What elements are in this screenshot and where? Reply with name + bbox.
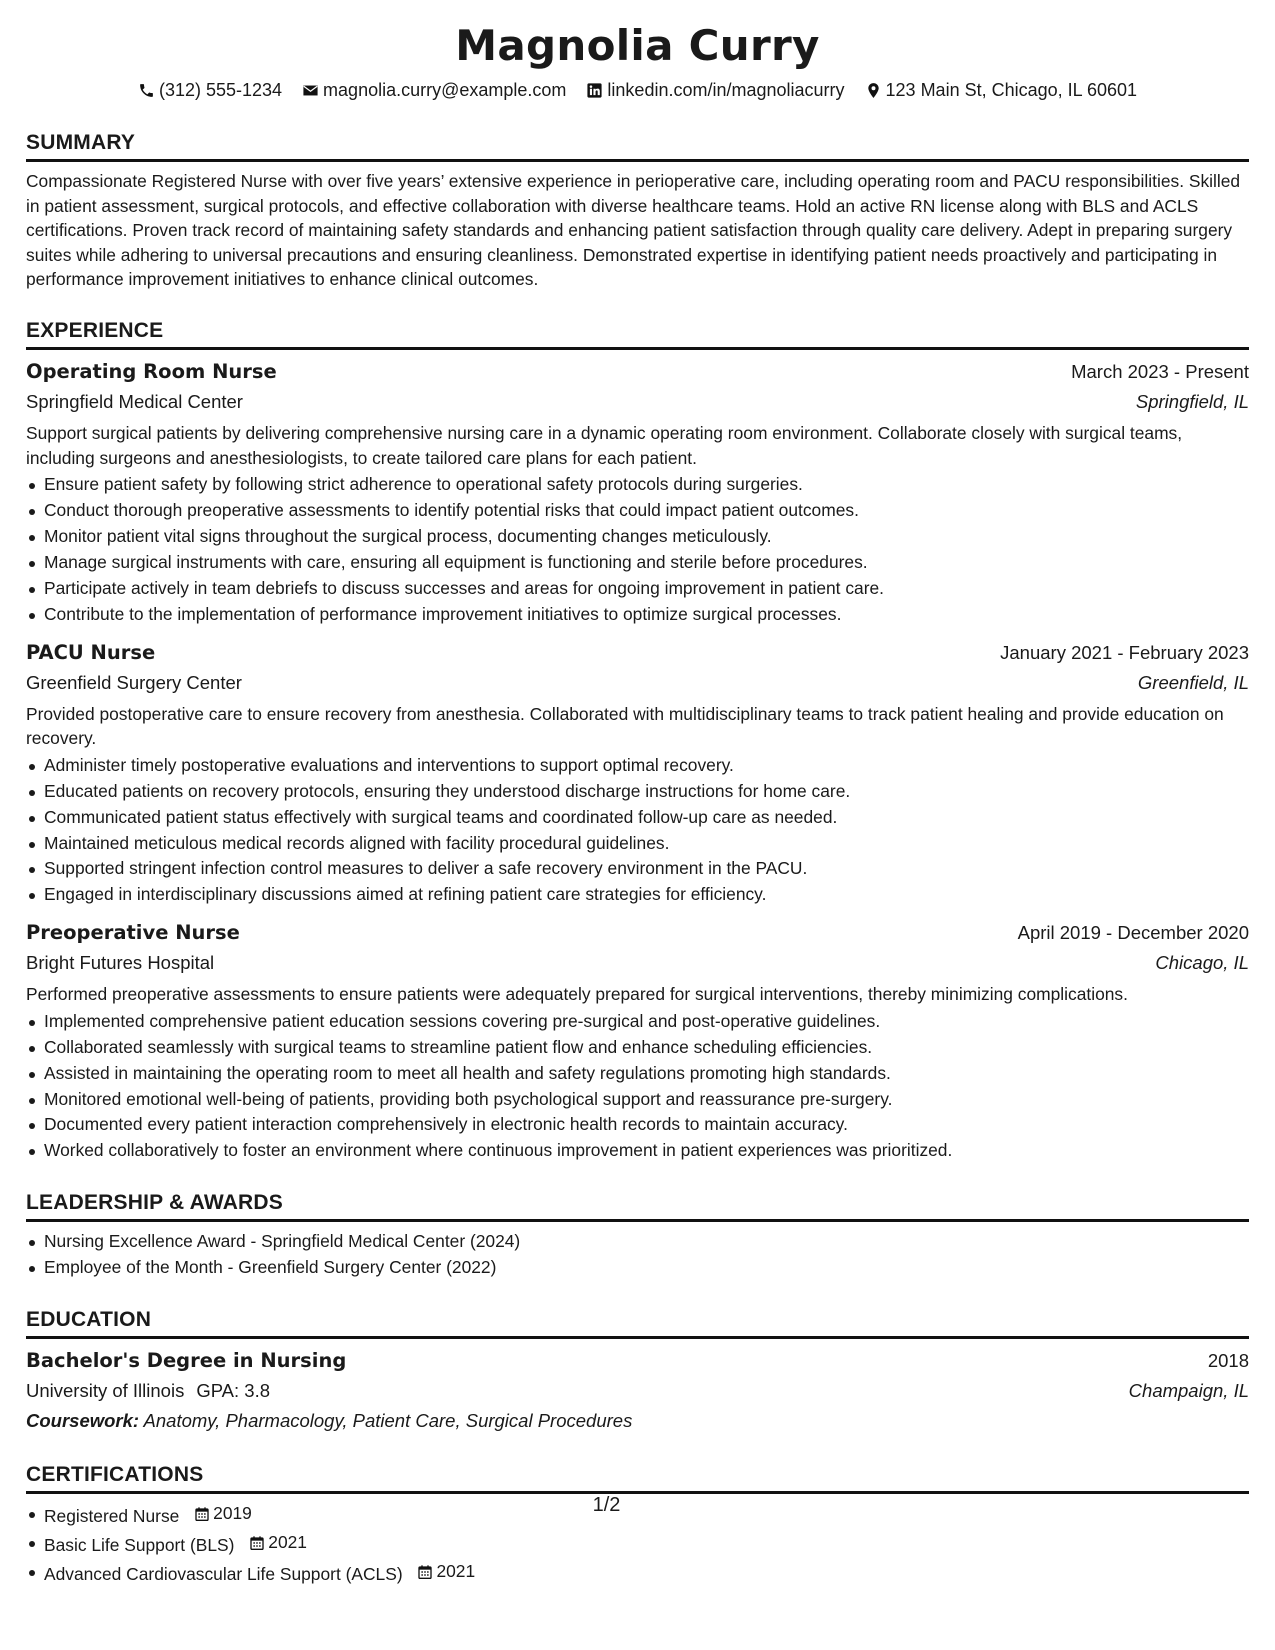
list-item: Employee of the Month - Greenfield Surgery Center (2022): [26, 1255, 1249, 1281]
awards-list: [26, 1229, 1249, 1281]
list-item: Ensure patient safety by following strict adherence to operational safety protocols during surgeries.: [26, 472, 1249, 498]
job-bullets: [26, 753, 1249, 908]
contact-email[interactable]: [302, 78, 566, 102]
contact-phone: [138, 78, 282, 102]
job-organization: Greenfield Surgery Center: [26, 671, 242, 693]
list-item: Engaged in interdisciplinary discussions aimed at refining patient care strategies for efficiency.: [26, 882, 1249, 908]
job-location: Greenfield, IL: [1137, 671, 1249, 693]
job-summary: Support surgical patients by delivering comprehensive nursing care in a dynamic operating room environment. Collaborate closely with surgical teams, including surgeons and anesthesiologists, to create tailored care plans for each patient.: [26, 422, 1183, 468]
section-title-experience: EXPERIENCE: [26, 318, 1249, 350]
list-item: Supported stringent infection control measures to deliver a safe recovery environment in the PACU.: [26, 856, 1249, 882]
coursework-list: Anatomy, Pharmacology, Patient Care, Surgical Procedures: [143, 1410, 633, 1432]
list-item: Manage surgical instruments with care, ensuring all equipment is functioning and sterile before procedures.: [26, 550, 1249, 576]
contact-address: [865, 78, 1138, 102]
section-title-education: EDUCATION: [26, 1307, 1249, 1339]
list-item: Educated patients on recovery protocols, ensuring they understood discharge instructions for home care.: [26, 779, 1249, 805]
contact-linkedin[interactable]: [586, 78, 844, 102]
cert-year: 2019: [213, 1503, 252, 1524]
list-item: Nursing Excellence Award - Springfield Medical Center (2024): [26, 1229, 1249, 1255]
job-dates: January 2021 - February 2023: [1000, 641, 1249, 663]
job-summary: Provided postoperative care to ensure recovery from anesthesia. Collaborated with multidisciplinary teams to track patient healing and provide education on recovery.: [26, 703, 1224, 749]
section-title-summary: SUMMARY: [26, 130, 1249, 162]
list-item: Maintained meticulous medical records aligned with facility procedural guidelines.: [26, 831, 1249, 857]
list-item: [26, 1559, 1249, 1588]
section-title-leadership: LEADERSHIP & AWARDS: [26, 1190, 1249, 1222]
cert-year: 2021: [436, 1560, 476, 1581]
resume-page: [26, 20, 1249, 1588]
cert-name: Registered Nurse: [44, 1506, 180, 1527]
job-title: Operating Room Nurse: [26, 359, 277, 383]
job-organization: Springfield Medical Center: [26, 390, 243, 412]
job-bullets: [26, 472, 1249, 627]
leadership-section: [26, 1190, 1249, 1281]
school-location: Champaign, IL: [1128, 1380, 1249, 1402]
summary-text: Compassionate Registered Nurse with over five years’ extensive experience in perioperative care, including operating room and PACU responsibilities. Skilled in patient assessment, surgical protocols, and effective collaboration with diverse healthcare teams. Hold an active RN license along with BLS and ACLS certifications. Proven track record of maintaining safety standards and enhancing patient satisfaction through quality care delivery. Adept in preparing surgery suites while adhering to universal precautions and ensuring cleanliness. Demonstrated expertise in identifying patient needs proactively and participating in performance improvement initiatives to enhance clinical outcomes.: [26, 171, 1241, 290]
phone-icon: [138, 82, 155, 99]
certifications-section: [26, 1462, 1249, 1588]
list-item: Assisted in maintaining the operating room to meet all health and safety regulations promoting high standards.: [26, 1061, 1249, 1087]
cert-year: 2021: [268, 1531, 307, 1552]
school-line: [26, 1376, 270, 1406]
job-bullets: [26, 1009, 1249, 1164]
section-title-certifications: CERTIFICATIONS: [26, 1462, 1249, 1494]
school-name: University of Illinois: [26, 1380, 185, 1402]
list-item: Monitored emotional well-being of patients, providing both psychological support and reassurance pre-surgery.: [26, 1087, 1249, 1113]
job-entry: [26, 357, 1249, 628]
job-title: PACU Nurse: [26, 640, 156, 664]
list-item: Conduct thorough preoperative assessments to identify potential risks that could impact patient outcomes.: [26, 498, 1249, 524]
job-location: Springfield, IL: [1135, 390, 1249, 412]
list-item: Contribute to the implementation of performance improvement initiatives to optimize surgical processes.: [26, 602, 1249, 628]
email-link[interactable]: magnolia.curry@example.com: [323, 80, 567, 100]
education-section: [26, 1307, 1249, 1436]
degree-title: Bachelor's Degree in Nursing: [26, 1349, 347, 1373]
summary-section: [26, 130, 1249, 292]
job-dates: March 2023 - Present: [1071, 360, 1249, 382]
list-item: Documented every patient interaction comprehensively in electronic health records to maintain accuracy.: [26, 1112, 1249, 1138]
list-item: Administer timely postoperative evaluations and interventions to support optimal recovery.: [26, 753, 1249, 779]
gpa: GPA: 3.8: [196, 1380, 271, 1402]
phone-text: (312) 555-1234: [158, 80, 283, 100]
page-number: 1/2: [592, 1494, 621, 1516]
job-title: Preoperative Nurse: [26, 921, 240, 945]
graduation-year: 2018: [1207, 1350, 1249, 1372]
list-item: Participate actively in team debriefs to discuss successes and areas for ongoing improvement in patient care.: [26, 576, 1249, 602]
calendar-icon: [417, 1564, 433, 1580]
list-item: Collaborated seamlessly with surgical teams to streamline patient flow and enhance scheduling efficiencies.: [26, 1035, 1249, 1061]
cert-name: Basic Life Support (BLS): [44, 1534, 235, 1555]
list-item: [26, 1530, 1249, 1559]
list-item: Communicated patient status effectively with surgical teams and coordinated follow-up care as needed.: [26, 805, 1249, 831]
calendar-icon: [249, 1535, 265, 1551]
map-pin-icon: [865, 82, 882, 99]
list-item: Monitor patient vital signs throughout the surgical process, documenting changes meticulously.: [26, 524, 1249, 550]
job-organization: Bright Futures Hospital: [26, 952, 215, 974]
address-text: 123 Main St, Chicago, IL 60601: [885, 80, 1138, 100]
job-entry: [26, 638, 1249, 909]
job-location: Chicago, IL: [1155, 952, 1249, 974]
linkedin-link[interactable]: linkedin.com/in/magnoliacurry: [607, 80, 845, 100]
cert-date: [249, 1530, 307, 1556]
list-item: Worked collaboratively to foster an environment where continuous improvement in patient experiences was prioritized.: [26, 1138, 1249, 1164]
experience-section: [26, 318, 1249, 1164]
coursework: [26, 1406, 1249, 1436]
cert-date: [417, 1559, 475, 1585]
cert-name: Advanced Cardiovascular Life Support (ACLS): [44, 1563, 403, 1584]
job-entry: [26, 918, 1249, 1164]
job-summary: Performed preoperative assessments to ensure patients were adequately prepared for surgical interventions, thereby minimizing complications.: [26, 984, 1128, 1005]
list-item: Implemented comprehensive patient education sessions covering pre-surgical and post-operative guidelines.: [26, 1009, 1249, 1035]
job-dates: April 2019 - December 2020: [1017, 922, 1249, 944]
linkedin-icon: [586, 82, 603, 99]
contact-bar: [26, 78, 1249, 102]
coursework-label: Coursework:: [26, 1410, 140, 1432]
envelope-icon: [302, 82, 319, 99]
candidate-name: Magnolia Curry: [455, 21, 820, 70]
